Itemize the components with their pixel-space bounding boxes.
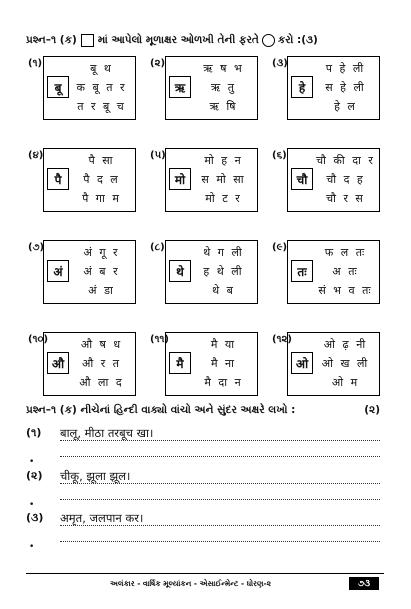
sentence-text: अमृत, जलपान कर। (60, 511, 144, 525)
word[interactable]: मो ट र (205, 192, 242, 205)
dotted-line (60, 525, 380, 526)
word[interactable]: थे ग ली (203, 246, 244, 259)
word[interactable]: मै ना (210, 357, 237, 370)
bullet: • (29, 500, 35, 510)
word[interactable]: थे ब (212, 284, 235, 297)
word[interactable]: औ र त (81, 357, 121, 370)
word[interactable]: पै गा म (82, 192, 121, 205)
letter-cell (272, 240, 384, 304)
cell-number: (૬) (272, 150, 287, 161)
bullet: • (29, 542, 35, 552)
section2-instruction (26, 404, 380, 417)
target-letter: हे (291, 76, 313, 98)
word-box (43, 56, 136, 120)
letter-cell (28, 148, 140, 212)
target-letter: थे (169, 260, 191, 282)
cell-number: (૨) (150, 58, 166, 69)
word[interactable]: सं भ व तः (318, 284, 373, 297)
target-letter: मै (169, 352, 191, 374)
word[interactable]: ओ म (331, 376, 360, 389)
word[interactable]: औ ला द (79, 376, 124, 389)
letter-cell (272, 332, 384, 396)
sentence-number: (૨) (26, 469, 43, 482)
letter-cell (150, 240, 262, 304)
word-box (165, 56, 258, 120)
word-box (287, 332, 380, 396)
word[interactable]: अं डा (88, 284, 115, 297)
target-letter: मो (169, 168, 191, 190)
word[interactable]: पै सा (88, 154, 115, 167)
word[interactable]: ऋ तु (210, 81, 237, 94)
target-letter: ओ (291, 352, 313, 374)
word-box (287, 240, 380, 304)
target-letter: ऋ (169, 76, 191, 98)
cell-number: (૯) (272, 242, 288, 253)
word-box (165, 240, 258, 304)
sentence-text: बालू, मीठा तरबूच खा। (60, 426, 154, 440)
word[interactable]: क बू त र (76, 81, 127, 94)
letter-cell (28, 56, 140, 120)
word-box (43, 240, 136, 304)
word[interactable]: चौ र स (326, 192, 365, 205)
word-box (165, 332, 258, 396)
cell-number: (૫) (150, 150, 166, 161)
section1-text-end: કરો :(૩) (277, 34, 318, 46)
section2-heading: પ્રશ્ન–૧ (ક) નીચેનાં હિન્દી વાક્યો વાંચો અને સુંદર અક્ષરે લખો : (26, 404, 296, 416)
word[interactable]: स हे ली (325, 81, 366, 94)
word[interactable]: अं गू र (83, 246, 120, 259)
word[interactable]: ऋ षि (209, 100, 238, 113)
word[interactable]: मै दा न (204, 376, 243, 389)
cell-number: (૩) (272, 58, 288, 69)
cell-number: (૪) (28, 150, 44, 161)
section1-prefix: પ્રશ્ન–૧ (ક) (26, 34, 77, 46)
section1-instruction (26, 34, 318, 47)
word[interactable]: चौ द ह (326, 173, 365, 186)
section1-text-mid: માં આપેલો મૂળાક્ષર ઓળખી તેની ફરતે (97, 34, 259, 46)
letter-cell (272, 148, 384, 212)
target-letter: चौ (291, 168, 313, 190)
letter-cell (150, 332, 262, 396)
target-letter: अं (47, 260, 69, 282)
footer-text: અલંકાર - વાર્ષિક મૂલ્યાંકન - એસાઈન્મેન્ટ - ધોરણ-૨ (110, 579, 272, 588)
target-letter: पै (47, 168, 69, 190)
word-box (43, 148, 136, 212)
word[interactable]: चौ की दा र (316, 154, 375, 167)
footer-divider (26, 573, 384, 574)
word[interactable]: हे ल (334, 100, 357, 113)
cell-number: (૧૨) (272, 334, 292, 345)
word[interactable]: अ तः (332, 265, 359, 278)
letter-grid (28, 56, 384, 396)
word-box (287, 56, 380, 120)
word[interactable]: ओ ख ली (321, 357, 370, 370)
target-letter: तः (291, 260, 313, 282)
writing-line[interactable] (60, 541, 380, 542)
word[interactable]: ह थे ली (203, 265, 244, 278)
word[interactable]: अं ब र (83, 265, 120, 278)
target-letter: औ (47, 352, 69, 374)
word[interactable]: औ ष ध (80, 338, 123, 351)
dotted-line (60, 440, 380, 441)
target-letter: बू (47, 76, 69, 98)
sentence-number: (૧) (26, 426, 42, 439)
word[interactable]: मै या (210, 338, 237, 351)
writing-line[interactable] (60, 456, 380, 457)
word[interactable]: त र बू च (77, 100, 126, 113)
word-box (43, 332, 136, 396)
letter-cell (28, 332, 140, 396)
sentence-text: चीकू, झूला झूल। (60, 469, 131, 483)
square-icon (81, 34, 94, 47)
letter-cell (28, 240, 140, 304)
writing-line[interactable] (60, 499, 380, 500)
cell-number: (૧) (28, 58, 43, 69)
section2-marks: (૨) (364, 404, 380, 416)
word[interactable]: प हे ली (325, 62, 366, 75)
sentence-number: (૩) (26, 511, 44, 524)
letter-cell (150, 56, 262, 120)
page-number: ૭૩ (349, 577, 379, 590)
cell-number: (૧૦) (28, 334, 49, 345)
word-box (165, 148, 258, 212)
word[interactable]: मो ह न (204, 154, 243, 167)
word[interactable]: स मो सा (201, 173, 246, 186)
cell-number: (૮) (150, 242, 165, 253)
word[interactable]: पै द ल (83, 173, 120, 186)
cell-number: (૧૧) (150, 334, 169, 345)
cell-number: (૭) (28, 242, 45, 253)
letter-cell (150, 148, 262, 212)
word[interactable]: ऋ ष भ (203, 62, 244, 75)
word[interactable]: फ ल तः (324, 246, 367, 259)
bullet: • (29, 457, 35, 467)
dotted-line (60, 483, 380, 484)
letter-cell (272, 56, 384, 120)
circle-icon (262, 34, 275, 47)
word-box (287, 148, 380, 212)
word[interactable]: ओ ढ़ नी (323, 338, 368, 351)
word[interactable]: बू थ (90, 62, 113, 75)
